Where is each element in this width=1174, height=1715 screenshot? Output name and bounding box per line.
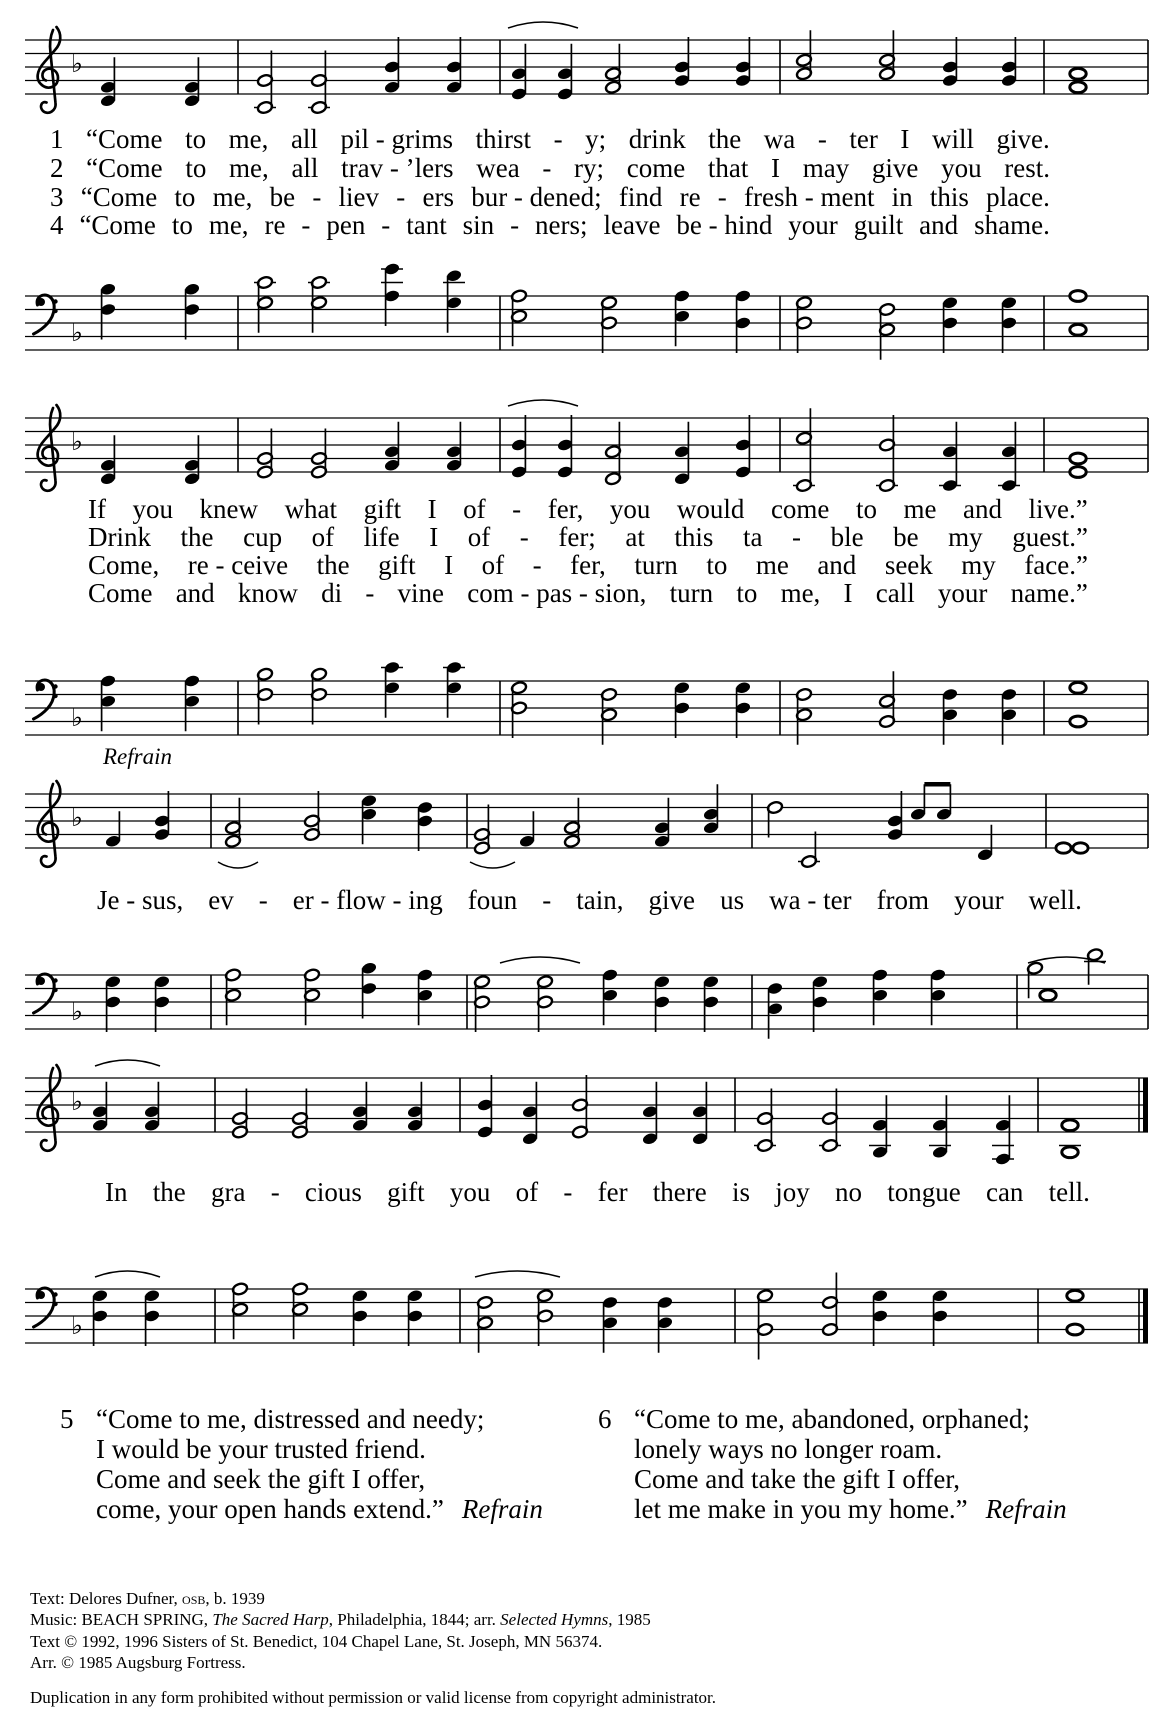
lyric-token: place. bbox=[986, 182, 1050, 212]
verse-line: “Come to me, distressed and needy; bbox=[96, 1404, 485, 1434]
lyric-token: all bbox=[290, 124, 318, 154]
verse-line: “Come to me, abandoned, orphaned; bbox=[634, 1404, 1030, 1434]
lyric-token: live.” bbox=[1028, 494, 1088, 524]
lyric-token: the bbox=[152, 1177, 186, 1207]
lyric-token: guilt bbox=[853, 210, 904, 240]
lyric-token: knew bbox=[199, 494, 259, 524]
lyric-token: - bbox=[312, 182, 322, 212]
lyric-token: turn bbox=[669, 578, 714, 608]
lyric-token: - bbox=[563, 1177, 573, 1207]
lyric-token: 4 bbox=[50, 210, 64, 240]
lyric-token: me, bbox=[780, 578, 821, 608]
lyric-token: tain, bbox=[576, 885, 624, 915]
lyric-token: Come bbox=[88, 578, 153, 608]
lyric-token: the bbox=[316, 550, 350, 580]
lyric-token: that bbox=[707, 153, 749, 183]
lyric-token: call bbox=[875, 578, 915, 608]
lyric-token: and bbox=[175, 578, 215, 608]
lyric-token: would bbox=[676, 494, 745, 524]
work-title: The Sacred Harp bbox=[212, 1610, 329, 1630]
credits-block bbox=[30, 1588, 651, 1674]
lyric-token: give bbox=[871, 153, 919, 183]
lyric-token: - bbox=[553, 124, 563, 154]
lyric-token: I bbox=[771, 153, 781, 183]
lyric-token: you bbox=[609, 494, 651, 524]
flat-sign: ♭ bbox=[71, 803, 83, 832]
lyric-token: life bbox=[363, 522, 400, 552]
lyric-token: me, bbox=[208, 210, 249, 240]
lyric-token: ev bbox=[208, 885, 234, 915]
lyric-token: fer, bbox=[547, 494, 584, 524]
lyric-token: 3 bbox=[50, 182, 64, 212]
verse-number: 5 bbox=[60, 1404, 74, 1434]
flat-sign: ♭ bbox=[71, 997, 83, 1026]
lyric-token: of bbox=[467, 522, 491, 552]
lyric-token: and bbox=[817, 550, 857, 580]
lyric-token: vine bbox=[397, 578, 445, 608]
lyric-token: re bbox=[679, 182, 701, 212]
lyric-token: - bbox=[532, 550, 542, 580]
lyric-token: come bbox=[626, 153, 686, 183]
credit-line bbox=[30, 1631, 651, 1652]
lyric-token: Drink bbox=[88, 522, 151, 552]
lyric-token: be bbox=[269, 182, 296, 212]
lyric-token: I bbox=[843, 578, 853, 608]
lyric-token: - bbox=[519, 522, 529, 552]
lyric-token: this bbox=[929, 182, 969, 212]
bass-clef-icon bbox=[34, 1288, 58, 1327]
lyric-token: re bbox=[264, 210, 286, 240]
lyric-token: all bbox=[291, 153, 319, 183]
refrain-cue: Refrain bbox=[461, 1494, 543, 1524]
lyric-token: face.” bbox=[1024, 550, 1088, 580]
lyric-token: I bbox=[900, 124, 910, 154]
verse-line: I would be your trusted friend. bbox=[96, 1434, 426, 1464]
flat-sign: ♭ bbox=[71, 427, 83, 456]
lyric-token: your bbox=[788, 210, 838, 240]
slur-arc bbox=[475, 1271, 560, 1277]
lyric-token: guest.” bbox=[1012, 522, 1088, 552]
slur-arc bbox=[508, 400, 578, 406]
lyric-token: shame. bbox=[974, 210, 1050, 240]
credit-line bbox=[30, 1588, 651, 1609]
verse-4-line-b bbox=[88, 579, 1088, 608]
lyric-token: foun bbox=[467, 885, 518, 915]
verse-5-block bbox=[60, 1404, 543, 1524]
credit-text: , Philadelphia, 1844; arr. bbox=[328, 1610, 501, 1630]
lyric-token: you bbox=[449, 1177, 491, 1207]
lyric-token: to bbox=[185, 153, 207, 183]
lyric-token: - bbox=[512, 494, 522, 524]
lyric-token: I bbox=[429, 522, 439, 552]
lyric-token: “Come bbox=[79, 210, 156, 240]
bass-clef-icon bbox=[34, 974, 58, 1013]
lyric-token: gift bbox=[363, 494, 402, 524]
lyric-token: in bbox=[891, 182, 913, 212]
lyric-token: wea bbox=[476, 153, 520, 183]
lyric-token: my bbox=[948, 522, 983, 552]
staff-treble-3 bbox=[25, 781, 1148, 868]
lyric-token: of bbox=[311, 522, 335, 552]
slur-arc bbox=[470, 862, 515, 868]
lyric-token: from bbox=[876, 885, 930, 915]
lyric-token: - bbox=[817, 124, 827, 154]
lyric-token: ta bbox=[742, 522, 763, 552]
verse-3-line-b bbox=[88, 551, 1088, 580]
slur-arc bbox=[508, 22, 578, 28]
lyric-token: will bbox=[931, 124, 974, 154]
lyric-token: re - ceive bbox=[187, 550, 289, 580]
lyric-token: - bbox=[792, 522, 802, 552]
lyric-token: 2 bbox=[50, 153, 64, 183]
lyric-token: to bbox=[174, 182, 196, 212]
lyric-token: I bbox=[427, 494, 437, 524]
lyric-token: liev bbox=[338, 182, 380, 212]
lyric-token: to bbox=[855, 494, 877, 524]
lyric-token: - bbox=[365, 578, 375, 608]
lyric-token: wa bbox=[763, 124, 796, 154]
lyric-token: - bbox=[717, 182, 727, 212]
lyric-token: If bbox=[88, 494, 106, 524]
flat-sign: ♭ bbox=[71, 1087, 83, 1116]
lyric-token: ry; bbox=[574, 153, 605, 183]
lyric-token: to bbox=[736, 578, 758, 608]
verse-line: lonely ways no longer roam. bbox=[634, 1434, 943, 1464]
refrain-cue: Refrain bbox=[985, 1494, 1067, 1524]
honorific-smallcaps: osb bbox=[182, 1589, 206, 1608]
lyric-token: me bbox=[755, 550, 789, 580]
lyric-token: gra bbox=[210, 1177, 246, 1207]
lyric-token: to bbox=[706, 550, 728, 580]
lyric-token: us bbox=[720, 885, 745, 915]
lyric-token: pen bbox=[326, 210, 366, 240]
lyric-token: fer bbox=[597, 1177, 628, 1207]
lyric-token: leave bbox=[603, 210, 661, 240]
slur-arc bbox=[95, 1060, 160, 1066]
lyric-token: - bbox=[301, 210, 311, 240]
lyric-token: the bbox=[708, 124, 742, 154]
verse-line: come, your open hands extend.” Refrain bbox=[96, 1494, 543, 1524]
lyric-token: the bbox=[180, 522, 214, 552]
lyric-token: thirst bbox=[475, 124, 532, 154]
lyric-token: - bbox=[542, 153, 552, 183]
lyric-token: be bbox=[893, 522, 919, 552]
staff-treble-4 bbox=[25, 1060, 1148, 1166]
lyric-token: me, bbox=[228, 124, 269, 154]
lyric-token: tant bbox=[406, 210, 447, 240]
lyric-token: of bbox=[463, 494, 486, 524]
lyric-token: y; bbox=[585, 124, 607, 154]
lyric-token: me, bbox=[229, 153, 269, 183]
lyric-token: Come, bbox=[88, 550, 160, 580]
lyric-token: - bbox=[396, 182, 406, 212]
lyric-token: - bbox=[258, 885, 268, 915]
verse-1-line bbox=[50, 125, 1050, 154]
verse-number: 6 bbox=[598, 1404, 612, 1434]
verse-2-line-b bbox=[88, 523, 1088, 552]
credit-text: Music: BEACH SPRING, bbox=[30, 1610, 213, 1630]
staff-bass-3 bbox=[25, 948, 1148, 1039]
lyric-token: turn bbox=[634, 550, 678, 580]
lyric-token: Je - sus, bbox=[97, 885, 184, 915]
slur-arc bbox=[500, 957, 580, 963]
flat-sign: ♭ bbox=[71, 49, 83, 78]
lyric-token: wa - ter bbox=[769, 885, 852, 915]
lyric-token: seek bbox=[884, 550, 933, 580]
lyric-token: 1 bbox=[50, 124, 64, 154]
lyric-token: ers bbox=[422, 182, 454, 212]
lyric-token: at bbox=[625, 522, 645, 552]
lyric-token: cup bbox=[243, 522, 283, 552]
credit-line bbox=[30, 1652, 651, 1673]
verse-1-line-b bbox=[88, 495, 1088, 524]
credit-text: Text © 1992, 1996 Sisters of St. Benedict, 104 Chapel Lane, St. Joseph, MN 56374. bbox=[30, 1631, 603, 1651]
credit-text: Text: Delores Dufner, bbox=[30, 1589, 183, 1608]
lyric-token: give. bbox=[996, 124, 1050, 154]
lyric-token: - bbox=[270, 1177, 280, 1207]
credit-line bbox=[30, 1609, 651, 1630]
staff-bass-2 bbox=[25, 661, 1148, 745]
lyric-token: fresh - ment bbox=[744, 182, 875, 212]
lyric-token: - bbox=[542, 885, 552, 915]
lyric-token: no bbox=[835, 1177, 862, 1207]
lyric-token: you bbox=[941, 153, 982, 183]
lyric-token: this bbox=[674, 522, 714, 552]
flat-sign: ♭ bbox=[71, 703, 83, 732]
lyric-token: come bbox=[770, 494, 830, 524]
lyric-token: you bbox=[132, 494, 174, 524]
lyric-token: ners; bbox=[535, 210, 588, 240]
lyric-token: me bbox=[903, 494, 937, 524]
lyric-token: there bbox=[652, 1177, 707, 1207]
lyric-token: be - hind bbox=[676, 210, 773, 240]
lyric-token: gift bbox=[378, 550, 416, 580]
refrain-section-label: Refrain bbox=[103, 744, 172, 769]
verse-line: let me make in you my home.” Refrain bbox=[634, 1494, 1067, 1524]
lyric-token: pil - grims bbox=[340, 124, 453, 154]
lyric-token: joy bbox=[775, 1177, 810, 1207]
lyric-token: what bbox=[284, 494, 338, 524]
lyric-token: fer; bbox=[558, 522, 596, 552]
lyric-token: to bbox=[171, 210, 193, 240]
lyric-token: - bbox=[510, 210, 520, 240]
lyric-token: “Come bbox=[86, 153, 163, 183]
lyric-token: ble bbox=[830, 522, 864, 552]
lyric-token: give bbox=[648, 885, 696, 915]
verse-4-line bbox=[50, 211, 1050, 240]
lyric-token: me, bbox=[212, 182, 253, 212]
lyric-token: drink bbox=[628, 124, 686, 154]
flat-sign: ♭ bbox=[71, 318, 83, 347]
lyric-token: com - pas - sion, bbox=[467, 578, 647, 608]
slur-arc bbox=[95, 1271, 160, 1277]
credit-text: Arr. © 1985 Augsburg Fortress. bbox=[30, 1653, 246, 1673]
lyric-token: can bbox=[985, 1177, 1024, 1207]
lyric-token: cious bbox=[304, 1177, 362, 1207]
lyric-token: tell. bbox=[1048, 1177, 1090, 1207]
lyric-token: tongue bbox=[887, 1177, 961, 1207]
bass-clef-icon bbox=[34, 295, 58, 334]
refrain-line-1 bbox=[97, 886, 1082, 915]
verse-line: Come and seek the gift I offer, bbox=[96, 1464, 426, 1494]
verse-line: Come and take the gift I offer, bbox=[634, 1464, 961, 1494]
lyric-token: “Come bbox=[80, 182, 158, 212]
lyric-token: of bbox=[481, 550, 505, 580]
lyric-token: may bbox=[802, 153, 850, 183]
lyric-token: bur - dened; bbox=[471, 182, 602, 212]
lyric-token: and bbox=[963, 494, 1003, 524]
work-title: Selected Hymns bbox=[500, 1610, 609, 1630]
copyright-notice: Duplication in any form prohibited without permission or valid license from copyright administrator. bbox=[30, 1688, 717, 1707]
lyric-token: - bbox=[381, 210, 391, 240]
flat-sign: ♭ bbox=[71, 1311, 83, 1340]
credit-text: , b. 1939 bbox=[205, 1589, 265, 1608]
lyric-token: and bbox=[919, 210, 959, 240]
lyric-token: my bbox=[961, 550, 996, 580]
staff-treble-2 bbox=[25, 400, 1148, 492]
bass-clef-icon bbox=[34, 680, 58, 719]
lyric-token: trav - ’lers bbox=[341, 153, 454, 183]
lyric-token: well. bbox=[1028, 885, 1082, 915]
slur-arc bbox=[218, 862, 258, 868]
lyric-token: your bbox=[954, 885, 1004, 915]
lyric-token: gift bbox=[387, 1177, 425, 1207]
verse-3-line bbox=[50, 183, 1050, 212]
lyric-token: to bbox=[185, 124, 207, 154]
lyric-token: di bbox=[321, 578, 343, 608]
lyric-token: In bbox=[105, 1177, 128, 1207]
staff-bass-1 bbox=[25, 262, 1148, 360]
lyric-token: of bbox=[515, 1177, 539, 1207]
lyric-token: know bbox=[237, 578, 298, 608]
lyric-token: your bbox=[937, 578, 988, 608]
lyric-token: sin bbox=[462, 210, 495, 240]
lyric-token: is bbox=[732, 1177, 751, 1207]
lyric-token: find bbox=[618, 182, 663, 212]
lyric-token: “Come bbox=[86, 124, 163, 154]
lyric-token: ter bbox=[849, 124, 878, 154]
lyric-token: I bbox=[444, 550, 454, 580]
lyric-token: er - flow - ing bbox=[292, 885, 443, 915]
lyric-token: name.” bbox=[1010, 578, 1088, 608]
staff-bass-4 bbox=[25, 1271, 1148, 1360]
credit-text: , 1985 bbox=[608, 1610, 651, 1630]
verse-2-line bbox=[50, 154, 1050, 183]
verse-6-block bbox=[598, 1404, 1067, 1524]
staff-treble-1 bbox=[25, 22, 1148, 114]
lyric-token: rest. bbox=[1004, 153, 1050, 183]
lyric-token: fer, bbox=[570, 550, 606, 580]
refrain-line-2 bbox=[105, 1178, 1090, 1207]
